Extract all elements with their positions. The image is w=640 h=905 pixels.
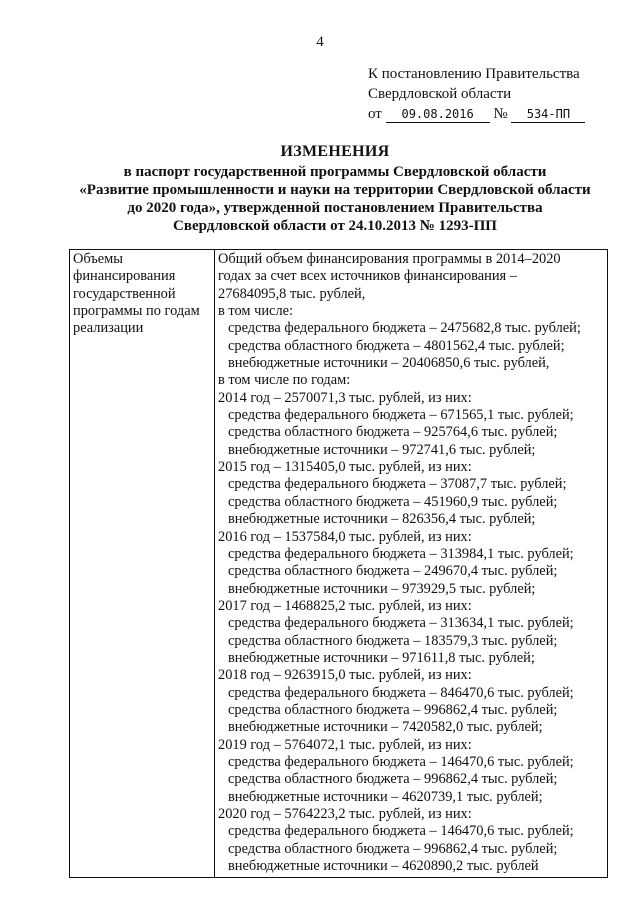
right-line: годах за счет всех источников финансирования – bbox=[218, 268, 517, 285]
right-line: средства областного бюджета – 183579,3 тыс. рублей; bbox=[228, 632, 558, 649]
right-line: внебюджетные источники – 973929,5 тыс. рублей; bbox=[228, 580, 536, 597]
right-line: внебюджетные источники – 7420582,0 тыс. рублей; bbox=[228, 719, 543, 736]
right-line: внебюджетные источники – 972741,6 тыс. рублей; bbox=[228, 441, 536, 458]
right-line: средства федерального бюджета – 2475682,8 тыс. рублей; bbox=[228, 320, 581, 337]
right-line: средства областного бюджета – 249670,4 тыс. рублей; bbox=[228, 563, 558, 580]
from-label: от bbox=[368, 106, 382, 122]
left-line: Объемы bbox=[73, 251, 123, 267]
document-title bbox=[40, 143, 630, 235]
title-line: Свердловской области от 24.10.2013 № 1293-ПП bbox=[173, 218, 497, 234]
right-line: внебюджетные источники – 20406850,6 тыс. рублей, bbox=[228, 355, 550, 372]
right-line: в том числе по годам: bbox=[218, 372, 351, 389]
right-line: средства федерального бюджета – 146470,6 тыс. рублей; bbox=[228, 753, 574, 770]
title-line: до 2020 года», утвержденной постановлением Правительства bbox=[127, 200, 543, 216]
right-line: внебюджетные источники – 4620739,1 тыс. рублей; bbox=[228, 788, 543, 805]
right-line: Общий объем финансирования программы в 2014–2020 bbox=[218, 251, 561, 267]
attachment-block bbox=[368, 64, 630, 124]
right-line: внебюджетные источники – 4620890,2 тыс. рублей bbox=[228, 858, 539, 875]
right-line: средства федерального бюджета – 146470,6 тыс. рублей; bbox=[228, 823, 574, 840]
right-line: 2019 год – 5764072,1 тыс. рублей, из них: bbox=[218, 736, 472, 753]
table-left-cell bbox=[70, 250, 215, 878]
decree-number: 534-ПП bbox=[511, 106, 585, 123]
number-label: № bbox=[493, 106, 508, 122]
right-line: средства областного бюджета – 4801562,4 тыс. рублей; bbox=[228, 337, 565, 354]
table-right-cell bbox=[215, 250, 608, 878]
right-line: внебюджетные источники – 971611,8 тыс. рублей; bbox=[228, 649, 535, 666]
financing-table bbox=[69, 249, 608, 878]
right-line: 2020 год – 5764223,2 тыс. рублей, из них: bbox=[218, 806, 472, 822]
right-line: 2017 год – 1468825,2 тыс. рублей, из них: bbox=[218, 597, 472, 614]
right-line: 2018 год – 9263915,0 тыс. рублей, из них: bbox=[218, 667, 472, 684]
right-line: средства федерального бюджета – 313634,1 тыс. рублей; bbox=[228, 615, 574, 632]
left-line: реализации bbox=[73, 320, 144, 337]
page-number: 4 bbox=[316, 34, 324, 50]
left-line: финансирования bbox=[73, 268, 176, 285]
right-line: средства федерального бюджета – 313984,1 тыс. рублей; bbox=[228, 545, 574, 562]
right-line: средства областного бюджета – 996862,4 тыс. рублей; bbox=[228, 840, 558, 857]
title-line: «Развитие промышленности и науки на территории Свердловской области bbox=[79, 182, 591, 198]
right-line: средства областного бюджета – 925764,6 тыс. рублей; bbox=[228, 424, 558, 441]
attachment-line-2: Свердловской области bbox=[368, 86, 512, 102]
right-line: 2015 год – 1315405,0 тыс. рублей, из них: bbox=[218, 459, 472, 476]
attachment-line-1: К постановлению Правительства bbox=[368, 66, 580, 82]
right-line: 27684095,8 тыс. рублей, bbox=[218, 285, 366, 302]
right-line: внебюджетные источники – 826356,4 тыс. рублей; bbox=[228, 511, 536, 528]
right-line: средства федерального бюджета – 846470,6 тыс. рублей; bbox=[228, 684, 574, 701]
right-line: средства областного бюджета – 996862,4 тыс. рублей; bbox=[228, 701, 558, 718]
title-main: ИЗМЕНЕНИЯ bbox=[280, 143, 390, 160]
right-line: 2014 год – 2570071,3 тыс. рублей, из них: bbox=[218, 389, 472, 406]
table-row bbox=[70, 250, 608, 878]
right-line: средства федерального бюджета – 37087,7 тыс. рублей; bbox=[228, 476, 567, 493]
attachment-date-line bbox=[368, 104, 630, 124]
decree-date: 09.08.2016 bbox=[386, 106, 490, 123]
left-line: программы по годам bbox=[73, 303, 200, 320]
right-line: 2016 год – 1537584,0 тыс. рублей, из них: bbox=[218, 528, 472, 545]
left-line: государственной bbox=[73, 285, 176, 302]
title-line: в паспорт государственной программы Свердловской области bbox=[123, 164, 547, 180]
right-line: средства областного бюджета – 996862,4 тыс. рублей; bbox=[228, 771, 558, 788]
right-line: средства федерального бюджета – 671565,1 тыс. рублей; bbox=[228, 407, 574, 424]
right-line: средства областного бюджета – 451960,9 тыс. рублей; bbox=[228, 493, 558, 510]
right-line: в том числе: bbox=[218, 303, 294, 320]
